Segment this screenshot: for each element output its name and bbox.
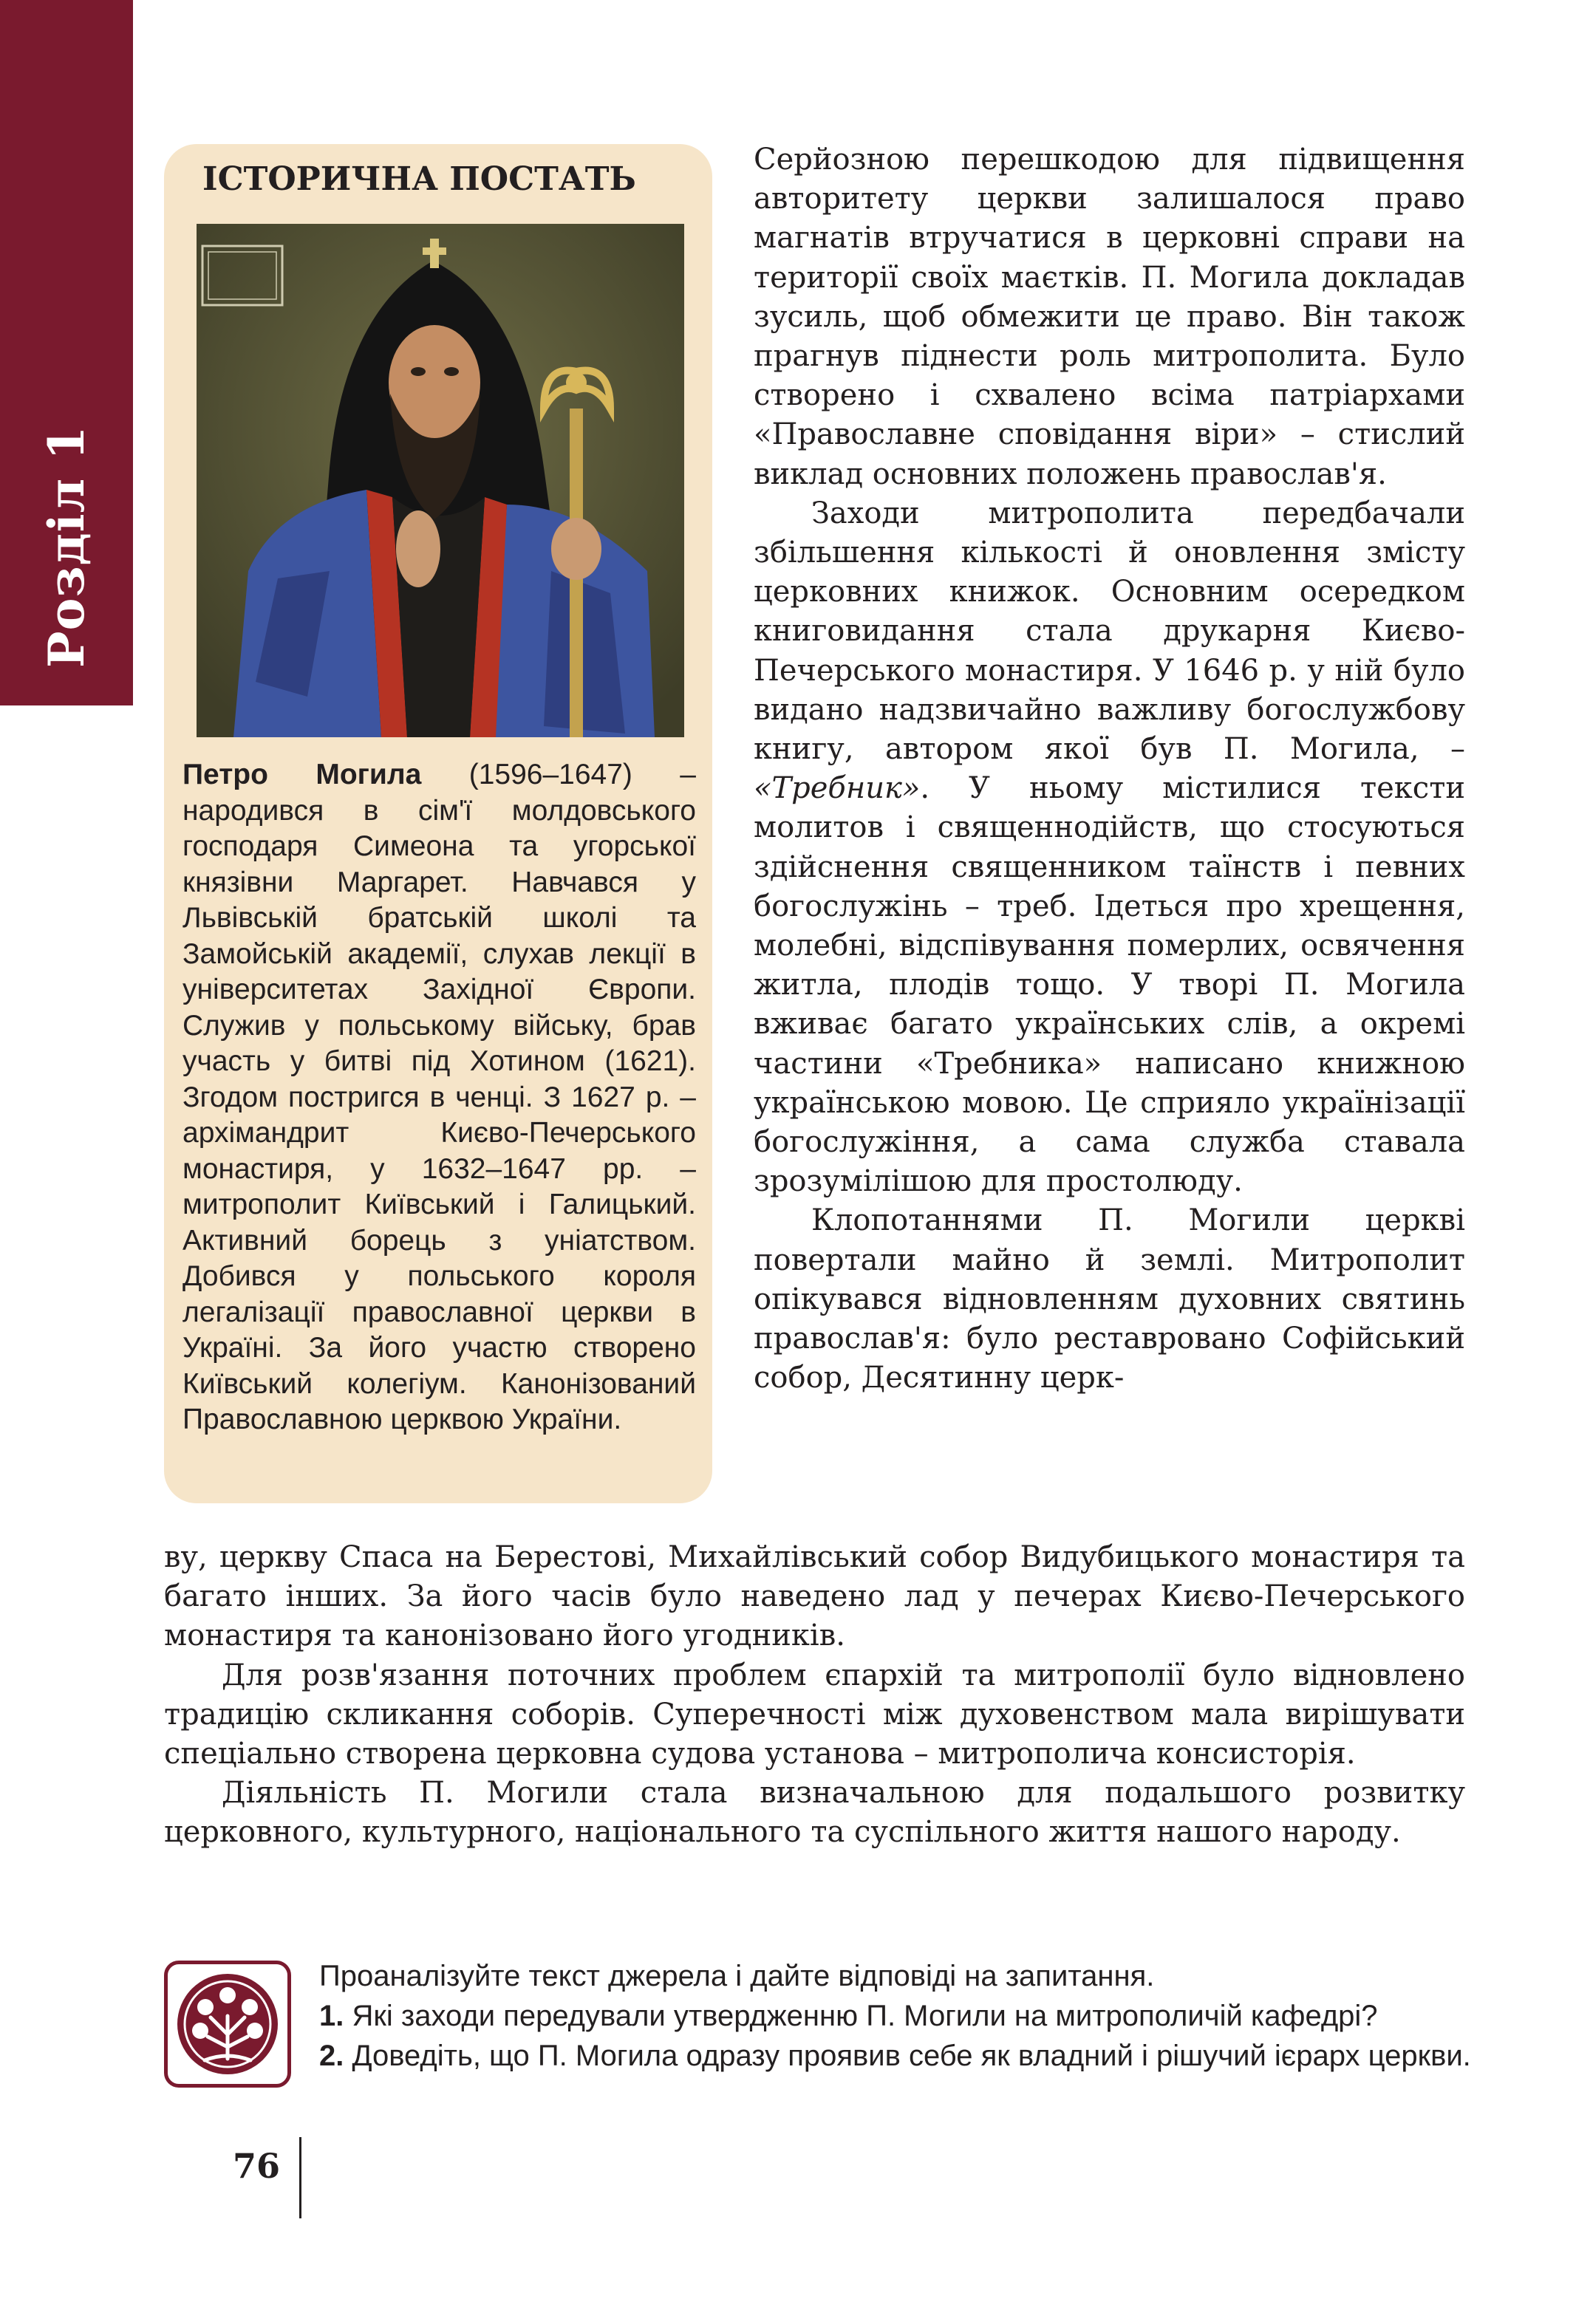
- question-2: [319, 2036, 1472, 2076]
- historical-figure-sidebar: [164, 144, 712, 1503]
- question-1-number: 1.: [319, 2000, 344, 2032]
- section-label-wrap: [30, 414, 103, 680]
- paragraph-2-part-b: . У ньому містилися тексти молитов і священнодійств, що стосуються здійснення священником таїнств і певних богослужінь – треб. Ідеться про хрещення, молебні, відспівування померлих, освячення житла, плодів тощо. У творі П. Могила вживає багато українських слів, а окремі частини «Требника» написано книжною українською мовою. Це сприяло українізації богослужіння, а сама служба ставала зрозумілішою для простолюду.: [754, 771, 1465, 1199]
- paragraph-3-start: Клопотаннями П. Могили церкві повертали майно й землі. Митрополит опікувався відновленням духовних святинь православ'я: було реставровано Софійський собор, Десятинну церк-: [754, 1203, 1465, 1395]
- questions-intro: Проаналізуйте текст джерела і дайте відповіді на запитання.: [319, 1960, 1155, 1992]
- trebnyk-title: «Требник»: [754, 771, 921, 806]
- page-number: 76: [233, 2146, 281, 2186]
- section-label: Розділ 1: [38, 425, 95, 669]
- questions-block: [319, 1956, 1472, 2076]
- section-side-tab: [0, 0, 133, 705]
- sidebar-title: ІСТОРИЧНА ПОСТАТЬ: [202, 160, 636, 198]
- portrait-painting: [197, 224, 684, 737]
- source-analysis-icon: [164, 1961, 291, 2088]
- paragraph-1: Серйозною перешкодою для підвищення авторитету церкви залишалося право магнатів втручатися в церковні справи на території своїх маєтків. П. Могила докладав зусиль, щоб обмежити це право. Він також прагнув піднести роль митрополита. Було створено і схвалено всіма патріархами «Православне сповідання віри» – стислий виклад основних положень православ'я.: [754, 143, 1465, 491]
- paragraph-2: [754, 494, 1465, 1202]
- question-2-text: Доведіть, що П. Могила одразу проявив себе як владний і рішучий ієрарх церкви.: [344, 2040, 1471, 2072]
- paragraph-2-part-a: Заходи митрополита передбачали збільшення кількості й оновлення змісту церковних книжок. Основним осередком книговидання стала друкарня Києво-Печерського монастиря. У 1646 р. у ній було видано надзвичайно важливу богослужбову книгу, автором якої був П. Могила, –: [754, 496, 1465, 767]
- biography-text: [182, 757, 696, 1438]
- question-1: [319, 1996, 1472, 2036]
- tree-emblem-icon: [168, 1964, 287, 2084]
- biography-body: (1596–1647) – народився в сім'ї молдовського господаря Симеона та угорської князівни Маргарет. Навчався у Львівській братській школі та Замойській академії, слухав лекції в університетах Західної Європи. Служив у польському війську, брав участь у битві під Хотином (1621). Згодом постригся в ченці. З 1627 р. – архімандрит Києво-Печерського монастиря, у 1632–1647 рр. – митрополит Київський і Галицький. Активний борець з уніатством. Добився у польського короля легалізації православної церкви в Україні. За його участю створено Київський колегіум. Канонізований Православною церквою України.: [182, 759, 696, 1435]
- paragraph-5: Діяльність П. Могили стала визначальною для подальшого розвитку церковного, культурного, національного та суспільного життя нашого народу.: [164, 1776, 1465, 1850]
- paragraph-3-continued: ву, церкву Спаса на Берестові, Михайлівський собор Видубицького монастиря та багато інших. За його часів було наведено лад у печерах Києво-Печерського монастиря та канонізовано його угодників.: [164, 1540, 1465, 1653]
- main-text-column: [754, 140, 1465, 1398]
- portrait-image: [197, 224, 684, 737]
- full-width-text: [164, 1538, 1465, 1853]
- question-2-number: 2.: [319, 2040, 344, 2072]
- paragraph-4: Для розв'язання поточних проблем єпархій та митрополії було відновлено традицію скликання соборів. Суперечності між духовенством мала вирішувати спеціально створена церковна судова установа – митрополича консисторія.: [164, 1658, 1465, 1771]
- biography-name: Петро Могила: [182, 759, 422, 790]
- question-1-text: Які заходи передували утвердженню П. Могили на митрополичій кафедрі?: [344, 2000, 1378, 2032]
- page-number-rule: [299, 2137, 301, 2218]
